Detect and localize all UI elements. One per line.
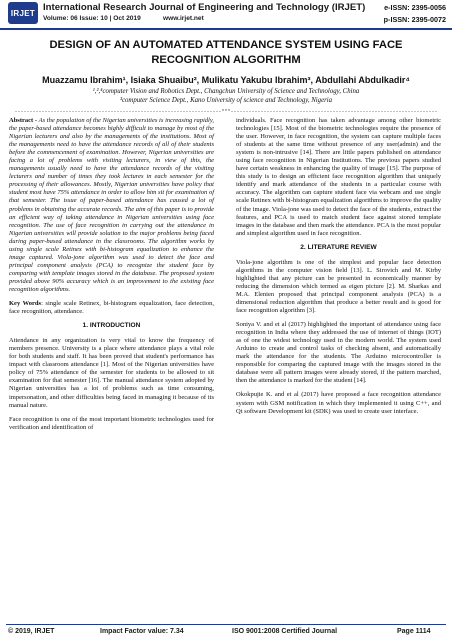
footer-copyright: © 2019, IRJET bbox=[8, 628, 55, 635]
volume-issue: Volume: 06 Issue: 10 | Oct 2019 bbox=[43, 15, 141, 22]
affiliations bbox=[10, 88, 442, 105]
intro-paragraph-2: Face recognition is one of the most important biometric technologies used for verification and identification of bbox=[9, 415, 214, 431]
footer-iso: ISO 9001:2008 Certified Journal bbox=[232, 628, 338, 635]
abstract-label: Abstract - bbox=[9, 117, 38, 124]
page-footer bbox=[0, 624, 452, 640]
pissn: p-ISSN: 2395-0072 bbox=[383, 15, 446, 24]
left-column bbox=[9, 117, 214, 438]
irjet-logo bbox=[8, 2, 38, 24]
abstract-text: As the population of the Nigerian universities is increasing rapidly, the paper-based attendance becomes highly difficult to manage by most of the Nigerian lecturers and also by the managements of the institutions. Most of the managements need to have the attendance records of all of their students before the commencement of examination. However, Nigerian universities are facing a lot of problems with visiting lecturers, in view of this, the managements usually need to have the attendance records of the visiting lecturers and number of times they took lectures in each semester for the processing of their allowances. Mostly, Nigerian universities have policy that student most have 75% attendance in order to allow him sit for examination of that semester. The issue of paper-based attendance has caused a lot of problems in obtaining the accurate records. The aim of this paper is to provide an efficient way of taking attendance in Nigerian universities using face recognition. The use of face recognition in carrying out the attendance in Nigerian universities will provide solution to the major problems being faced during paper-based attendance in the classrooms. The algorithm works by using single scale Retinex with bi-histogram equalization to enhance the image captured. Viola-jone algorithm was used to detect the face and principal component analysis (PCA) to recognize the student face by comparing with template images stored in the database. The proposed system provided above 90% accuracy which is an improvement to the existing face recognition algorithms. bbox=[9, 117, 214, 293]
intro-paragraph-3: individuals. Face recognition has taken advantage among other biometric technologies [15]. Most of the biometric technologies require the presence of the user. However, in face recognition, the system can capture multiple faces of students at the same time without presence of any user(admin) and the system is non-intrusive [14]. There are little papers published on attendance using face recognition in Nigerian Institutions. The previous papers studied have certain weakness in enhancing the quality of image [15]. The purpose of this study is to design an efficient face recognition algorithm that uniquely identify and mark attendance of the students in a particular course with accuracy. The algorithm can capture student face via webcam and use single scale Retinex with bi-histogram equalization algorithms to improve the quality of the image. Viola-jone was used to detect the face of the students, extract the features, and PCA is used to match student face against stored template images in the database and then mark the attendance. PCA is the most popular and simplest algorithm used in face recognition. bbox=[236, 117, 441, 237]
literature-paragraph-2: Soniya V. and et al (2017) highlighted the important of attendance using face recognition in India where they addressed the use of internet of things (IOT) as of one the widest technology used in the modern world. The system used Arduino to create and control tasks of checking absent, and automatically mark the attendance for the students. The Arduino microcontroller is responsible for comparing the captured image with the images stored in the database were all pattern images were already stored, if the pattern marched, then the attendance is marked for the student [14]. bbox=[236, 321, 441, 385]
header-rule bbox=[0, 28, 452, 30]
logo-text: IRJET bbox=[10, 8, 36, 18]
heading-introduction: 1. INTRODUCTION bbox=[82, 322, 141, 330]
footer-page-number: Page 1114 bbox=[397, 628, 431, 635]
paper-title: DESIGN OF AN AUTOMATED ATTENDANCE SYSTEM USING FACE RECOGNITION ALGORITHM bbox=[49, 39, 403, 66]
affiliation-2: ³computer Science Dept., Kano University of science and Technology, Nigeria bbox=[119, 96, 333, 104]
keywords-label: Key Words bbox=[9, 300, 42, 308]
abstract bbox=[9, 117, 214, 294]
journal-website: www.irjet.net bbox=[163, 15, 204, 22]
eissn: e-ISSN: 2395-0056 bbox=[384, 3, 446, 12]
literature-paragraph-3: Okokpujie K. and et al (2017) have proposed a face recognition attendance system with GSM notification in which they implemented it using C++, and Qt software Development kit (SDK) was used to create user interface. bbox=[236, 391, 441, 415]
intro-paragraph-1: Attendance in any organization is very vital to know the frequency of members presence. University is a place where attendance plays a vital role for both students and staff. It has been proved that student's performance has impact with classroom attendance [1]. Most of the Nigerian universities have policy of 75% attendance of the semester for students to be allowed to sit examination for that semester [16]. The manual attendance system adopted by Nigerian universities has a lot of problems such as time consuming, impersonation, and other difficulties being faced in managing it because of its manual nature. bbox=[9, 337, 214, 409]
footer-impact-factor: Impact Factor value: 7.34 bbox=[100, 628, 184, 635]
journal-header bbox=[0, 0, 452, 30]
affiliation-1: ¹,²,⁴computer Vision and Robotics Dept., Changchun University of Science and Technology, China bbox=[92, 88, 360, 95]
journal-subline bbox=[43, 15, 204, 22]
journal-title: International Research Journal of Engineering and Technology (IRJET) bbox=[43, 2, 366, 13]
footer-rule bbox=[6, 624, 446, 625]
literature-paragraph-1: Viola-jone algorithm is one of the simplest and popular face detection algorithms in the computer vision field [13]. L. Sirovich and M. Kirby highlighted that any picture can be presented in economically manner by reducing the dimension which termed as eigen picture [2]. M. Sharkas and M.A. Elenien proposed that principal component analysis (PCA) is a dimensional reduction algorithm that produce a better result and is good for face recognition algorithm [3]. bbox=[236, 258, 441, 315]
keywords-text: : single scale Retinex, bi-histogram equalization, face detection, face recognition, attendance. bbox=[9, 300, 214, 316]
heading-literature-review: 2. LITERATURE REVIEW bbox=[300, 243, 377, 251]
author-list: Muazzamu Ibrahim¹, Isiaka Shuaibu², Mulikatu Yakubu Ibrahim³, Abdullahi Abdulkadir⁴ bbox=[42, 75, 410, 85]
right-column bbox=[236, 117, 441, 422]
issn-block bbox=[384, 2, 446, 26]
section-divider: ---------------------------------------------------------------------***--------------------------------------------------------------------- bbox=[14, 109, 438, 115]
keywords bbox=[9, 300, 214, 316]
